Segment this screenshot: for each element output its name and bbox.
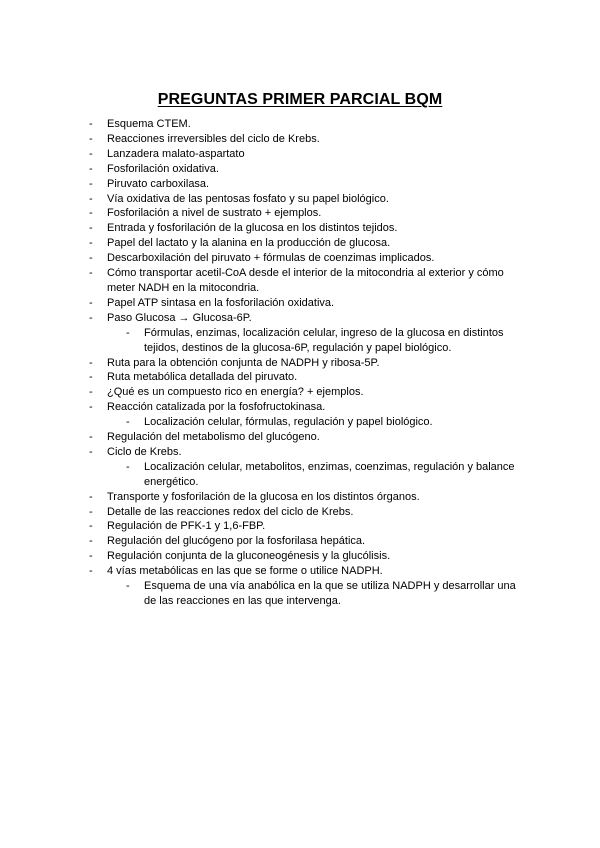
- list-item: [0, 356, 600, 371]
- sub-list-item: [0, 579, 600, 609]
- list-item: [0, 296, 600, 311]
- bullet-dash: -: [89, 431, 93, 444]
- bullet-dash: -: [89, 252, 93, 265]
- item-text: Ruta metabólica detallada del piruvato.: [107, 371, 298, 384]
- item-text: Ruta para la obtención conjunta de NADPH y ribosa-5P.: [107, 356, 380, 369]
- item-text: Entrada y fosforilación de la glucosa en los distintos tejidos.: [107, 222, 398, 235]
- list-item: [0, 430, 600, 445]
- item-text: Cómo transportar acetil-CoA desde el interior de la mitocondria al exterior y cómo meter NADH en la mitocondria.: [107, 267, 504, 294]
- question-list: [0, 117, 600, 609]
- list-item: [0, 549, 600, 564]
- sub-list-item: [0, 326, 600, 356]
- bullet-dash: -: [89, 237, 93, 250]
- item-text: Localización celular, metabolitos, enzimas, coenzimas, regulación y balance energético.: [144, 460, 515, 488]
- list-item: [0, 564, 600, 579]
- list-item: [0, 251, 600, 266]
- bullet-dash: -: [89, 550, 93, 563]
- item-text: Regulación del metabolismo del glucógeno.: [107, 431, 320, 444]
- bullet-dash: -: [89, 535, 93, 548]
- item-text: Fosforilación a nivel de sustrato + ejemplos.: [107, 207, 322, 220]
- list-item: [0, 177, 600, 192]
- item-text: 4 vías metabólicas en las que se forme o utilice NADPH.: [107, 565, 383, 578]
- item-text: Localización celular, fórmulas, regulación y papel biológico.: [144, 416, 433, 429]
- item-text: Descarboxilación del piruvato + fórmulas de coenzimas implicados.: [107, 252, 435, 265]
- list-item: [0, 505, 600, 520]
- bullet-dash: -: [126, 580, 130, 593]
- list-item: [0, 370, 600, 385]
- item-text: Fosforilación oxidativa.: [107, 162, 219, 175]
- item-text: Lanzadera malato-aspartato: [107, 147, 245, 160]
- item-text: Reacción catalizada por la fosfofructokinasa.: [107, 401, 326, 414]
- bullet-dash: -: [89, 490, 93, 503]
- bullet-dash: -: [89, 267, 93, 280]
- item-text: Regulación del glucógeno por la fosforilasa hepática.: [107, 535, 366, 548]
- list-item: [0, 385, 600, 400]
- list-item: [0, 192, 600, 207]
- list-item: [0, 236, 600, 251]
- list-item: [0, 132, 600, 147]
- bullet-dash: -: [89, 401, 93, 414]
- bullet-dash: -: [89, 520, 93, 533]
- list-item: [0, 221, 600, 236]
- item-text: Ciclo de Krebs.: [107, 445, 182, 458]
- list-item: [0, 266, 600, 296]
- item-text: Regulación conjunta de la gluconeogénesis y la glucólisis.: [107, 550, 391, 563]
- item-text: ¿Qué es un compuesto rico en energía? + ejemplos.: [107, 386, 364, 399]
- bullet-dash: -: [89, 505, 93, 518]
- bullet-dash: -: [89, 565, 93, 578]
- list-item: [0, 117, 600, 132]
- bullet-dash: -: [89, 177, 93, 190]
- item-text: Piruvato carboxilasa.: [107, 177, 210, 190]
- sub-list-item: [0, 460, 600, 490]
- bullet-dash: -: [89, 296, 93, 309]
- item-text: Fórmulas, enzimas, localización celular, ingreso de la glucosa en distintos tejidos, destinos de la glucosa-6P, regulación y papel biológico.: [144, 326, 504, 354]
- list-item: [0, 534, 600, 549]
- bullet-dash: -: [89, 192, 93, 205]
- list-item: [0, 490, 600, 505]
- bullet-dash: -: [89, 356, 93, 369]
- item-text: Paso Glucosa → Glucosa-6P.: [107, 311, 252, 324]
- item-text: Regulación de PFK-1 y 1,6-FBP.: [107, 520, 266, 533]
- item-text: Esquema CTEM.: [107, 118, 191, 130]
- bullet-dash: -: [126, 326, 130, 339]
- bullet-dash: -: [89, 445, 93, 458]
- bullet-dash: -: [89, 222, 93, 235]
- list-item: [0, 162, 600, 177]
- list-item: [0, 445, 600, 460]
- bullet-dash: -: [89, 118, 93, 130]
- bullet-dash: -: [89, 311, 93, 324]
- item-text: Transporte y fosforilación de la glucosa en los distintos órganos.: [107, 490, 420, 503]
- list-item: [0, 311, 600, 326]
- item-text: Reacciones irreversibles del ciclo de Krebs.: [107, 132, 320, 145]
- bullet-dash: -: [89, 147, 93, 160]
- bullet-dash: -: [89, 132, 93, 145]
- list-item: [0, 400, 600, 415]
- bullet-dash: -: [89, 207, 93, 220]
- item-text: Papel ATP sintasa en la fosforilación oxidativa.: [107, 296, 335, 309]
- item-text: Papel del lactato y la alanina en la producción de glucosa.: [107, 237, 391, 250]
- bullet-dash: -: [89, 371, 93, 384]
- list-item: [0, 519, 600, 534]
- list-item: [0, 206, 600, 221]
- item-text: Esquema de una vía anabólica en la que se utiliza NADPH y desarrollar una de las reacciones en las que intervenga.: [144, 580, 516, 607]
- item-text: Vía oxidativa de las pentosas fosfato y su papel biológico.: [107, 192, 389, 205]
- bullet-dash: -: [126, 460, 130, 473]
- bullet-dash: -: [89, 162, 93, 175]
- bullet-dash: -: [126, 416, 130, 429]
- sub-list-item: [0, 415, 600, 430]
- item-text: Detalle de las reacciones redox del ciclo de Krebs.: [107, 505, 354, 518]
- list-item: [0, 147, 600, 162]
- bullet-dash: -: [89, 386, 93, 399]
- document-title: PREGUNTAS PRIMER PARCIAL BQM: [157, 91, 443, 108]
